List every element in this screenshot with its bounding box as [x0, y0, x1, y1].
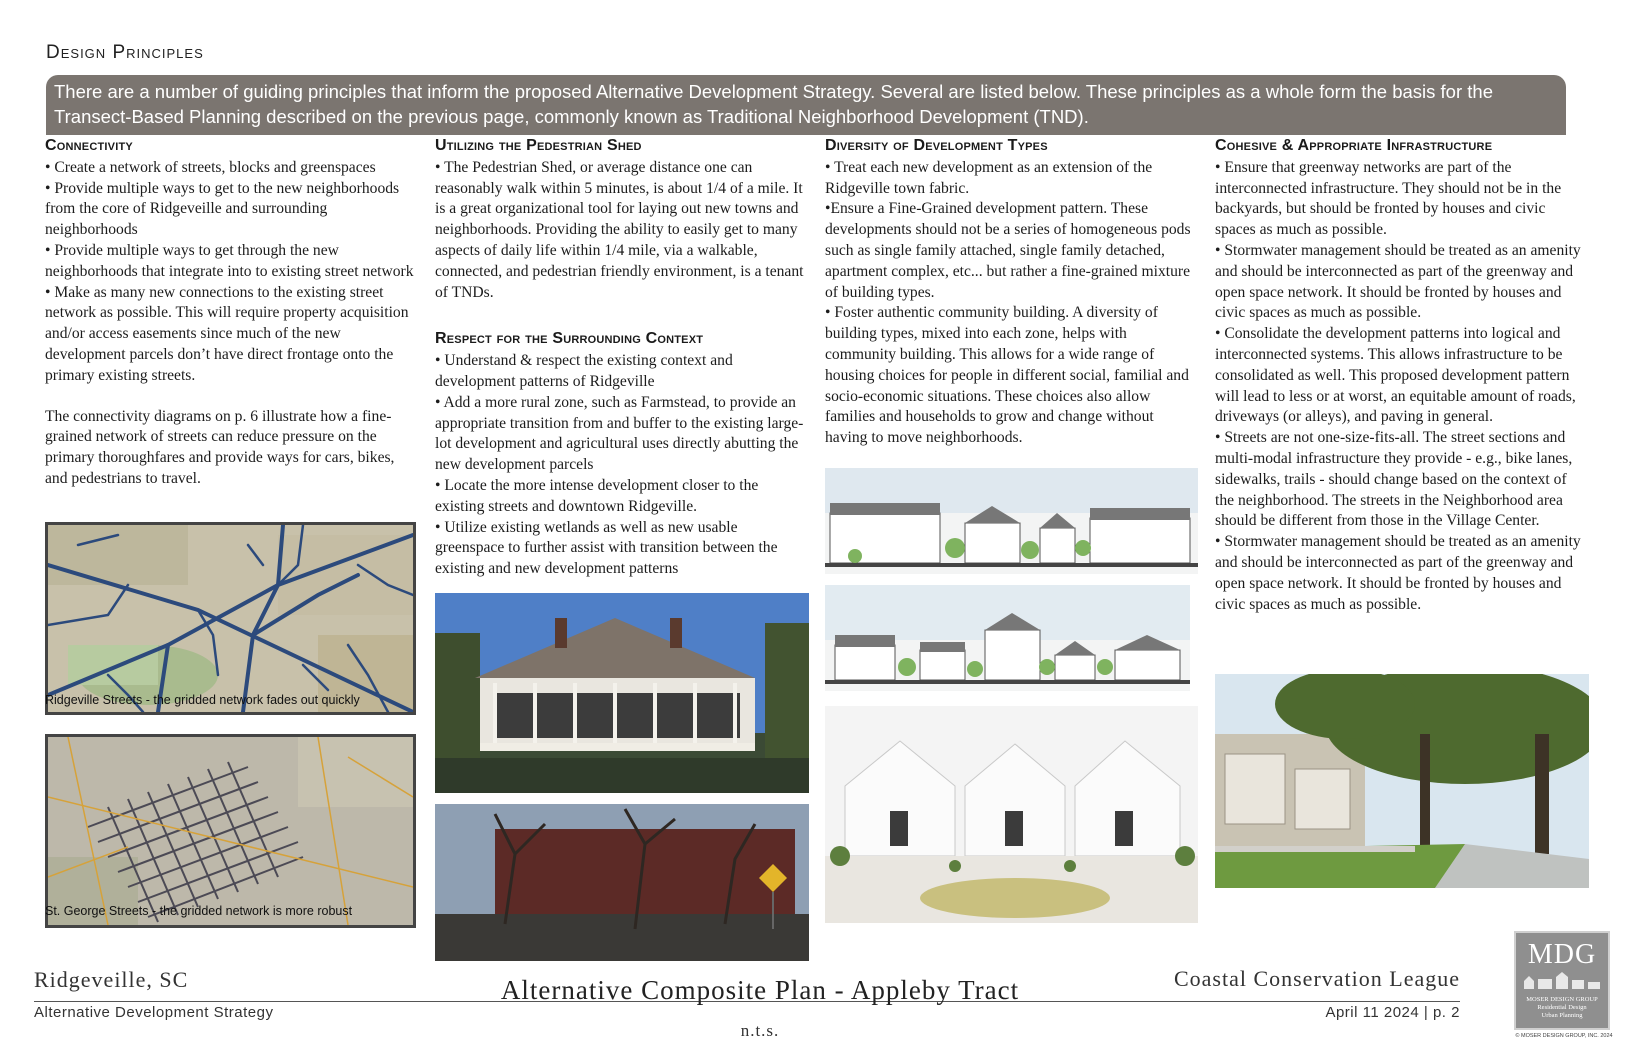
context-bullet: • Add a more rural zone, such as Farmstead, to provide an appropriate transition from and buffer to the existing large-lot development and agricultural uses directly abutting the new development parcels: [435, 393, 804, 474]
context-bullet: • Locate the more intense development closer to the existing streets and downtown Ridgeville.: [435, 476, 759, 515]
infrastructure-bullet: • Ensure that greenway networks are part of the interconnected infrastructure. They should not be in the backyards, but should be fronted by houses and civic spaces as much as possible.: [1215, 158, 1562, 239]
streetscape-elevation-2: [825, 585, 1190, 691]
logo-tagline-1: Residential Design: [1537, 1004, 1587, 1011]
section-title: Design Principles: [46, 42, 204, 63]
oak-street-photo: [1215, 674, 1589, 888]
ridgeville-streets-map: [45, 522, 416, 715]
infrastructure-bullet: • Stormwater management should be treated as an amenity and should be interconnected as part of the greenway and open space network. It should be fronted by houses and civic spaces as much as possible.: [1215, 241, 1581, 322]
connectivity-title: Connectivity: [45, 137, 133, 154]
brick-building-photo: [435, 804, 809, 961]
date-page: April 11 2024 | p. 2: [1325, 1004, 1460, 1021]
logo-name: MOSER DESIGN GROUP: [1526, 996, 1598, 1003]
historic-house-photo: [435, 593, 809, 793]
oak-street-graphic: [1215, 674, 1589, 888]
logo-skyline-icon: [1520, 971, 1604, 991]
elevation-1-graphic: [825, 468, 1198, 574]
scale-note: n.t.s.: [740, 1021, 780, 1040]
st-george-map-graphic: [48, 737, 413, 925]
connectivity-bullet: • Provide multiple ways to get through the new neighborhoods that integrate into to existing street network: [45, 241, 414, 280]
intro-banner: There are a number of guiding principles that inform the proposed Alternative Development Strategy. Several are listed below. These principles as a whole form the basis for the Transect-Based Planning described on the previous page, commonly known as Traditional Neighborhood Development (TND).: [46, 75, 1566, 135]
streetscape-elevation-1: [825, 468, 1198, 574]
context-bullet: • Understand & respect the existing context and development patterns of Ridgeville: [435, 352, 733, 390]
pedestrian-text: • The Pedestrian Shed, or average distance one can reasonably walk within 5 minutes, is about 1/4 of a mile. It is a great organizational tool for laying out new towns and neighborhoods. Providing the ability to easily get to many aspects of daily life within 1/4 mile, via a walkable, connected, and pedestrian friendly environment, is a tenant of TNDs.: [435, 158, 804, 301]
connectivity-bullet: • Provide multiple ways to get to the new neighborhoods from the core of Ridgeveille and surrounding neighborhoods: [45, 179, 400, 239]
diversity-column: [825, 136, 1195, 449]
connectivity-bullet: • Create a network of streets, blocks and greenspaces: [45, 158, 376, 176]
context-title: Respect for the Surrounding Context: [435, 330, 704, 348]
ridgeville-map-caption: Ridgeville Streets - the gridded network fades out quickly: [45, 693, 360, 707]
diversity-bullet: • Foster authentic community building. A diversity of building types, mixed into each zone, helps with community building. This allows for a wide range of housing choices for people in different social, familial and socio-economic situations. These choices also allow families and households to grow and change without having to move neighborhoods.: [825, 304, 1189, 447]
footer-subtitle: Alternative Development Strategy: [34, 1004, 274, 1021]
pedestrian-column: [435, 136, 805, 580]
client-name: Coastal Conservation League: [1173, 966, 1460, 991]
context-bullet: • Utilize existing wetlands as well as new usable greenspace to further assist with transition between the existing and new development patterns: [435, 518, 778, 578]
cottage-court-photo: [825, 706, 1198, 923]
st-george-map-caption: St. George Streets - the gridded network is more robust: [45, 904, 353, 918]
pedestrian-title: Utilizing the Pedestrian Shed: [435, 137, 642, 154]
connectivity-column: [45, 136, 415, 490]
historic-house-graphic: [435, 593, 809, 793]
elevation-2-graphic: [825, 585, 1190, 691]
diversity-title: Diversity of Development Types: [825, 137, 1048, 154]
logo-mark: MDG: [1527, 939, 1597, 970]
infrastructure-bullet: • Consolidate the development patterns into logical and interconnected systems. This allows infrastructure to be consolidated as well. This proposed development pattern will lead to less or at worst, an equitable amount of roads, driveways (or alleys), and paving in general.: [1215, 325, 1576, 426]
ridgeville-map-graphic: [48, 525, 413, 712]
mdg-logo: [1514, 931, 1610, 1030]
cottage-court-graphic: [825, 706, 1198, 923]
diversity-bullet: • Treat each new development as an extension of the Ridgeville town fabric.: [825, 158, 1153, 197]
infrastructure-bullet: • Stormwater management should be treated as an amenity and should be interconnected as part of the greenway and open space network. It should be fronted by houses and civic spaces as much as possible.: [1215, 533, 1581, 613]
footer-location: Ridgeveille, SC: [34, 967, 189, 992]
connectivity-bullet: • Make as many new connections to the existing street network as possible. This will require property acquisition and/or access easements since much of the new development parcels don’t have direct frontage onto the primary existing streets.: [45, 283, 409, 384]
infrastructure-column: [1215, 136, 1585, 615]
plan-title: Alternative Composite Plan - Appleby Tract: [500, 975, 1020, 1005]
infrastructure-bullet: • Streets are not one-size-fits-all. The street sections and multi-modal infrastructure they provide - e.g., bike lanes, sidewalks, trails - should change based on the context of the neighborhood. The streets in the Neighborhood area should be different from those in the Village Center.: [1215, 429, 1573, 530]
infrastructure-title: Cohesive & Appropriate Infrastructure: [1215, 137, 1493, 154]
brick-building-graphic: [435, 804, 809, 961]
connectivity-note: The connectivity diagrams on p. 6 illustrate how a fine-grained network of streets can reduce pressure on the primary thoroughfares and provide ways for cars, bikes, and pedestrians to travel.: [45, 407, 395, 487]
logo-tagline-2: Urban Planning: [1541, 1012, 1583, 1019]
st-george-streets-map: [45, 734, 416, 928]
copyright: © MOSER DESIGN GROUP, INC. 2024: [1515, 1033, 1613, 1039]
diversity-bullet: •Ensure a Fine-Grained development pattern. These developments should not be a series of homogeneous pods such as single family attached, single family detached, apartment complex, etc... but rather a fine-grained mixture of building types.: [825, 200, 1191, 301]
